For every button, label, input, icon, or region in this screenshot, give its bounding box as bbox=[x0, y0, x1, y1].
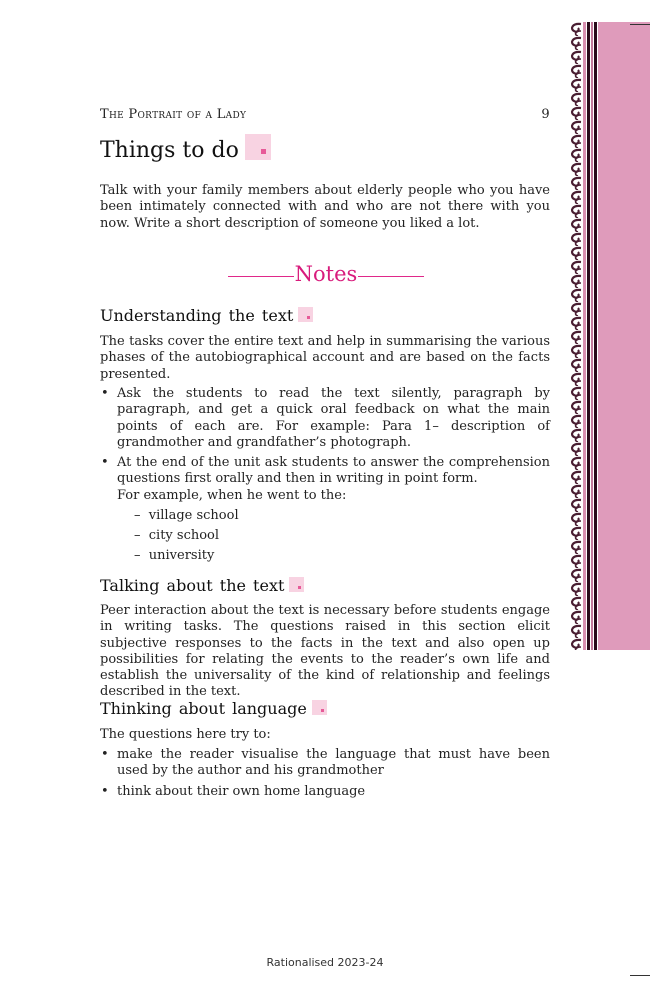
talking-heading bbox=[100, 576, 304, 595]
bullet-text: make the reader visualise the language that must have been used by the author and his grandmother bbox=[117, 747, 550, 779]
chain-pattern-icon bbox=[566, 22, 586, 650]
section-marker-icon bbox=[312, 700, 327, 715]
list-item: – city school bbox=[134, 528, 220, 544]
section-marker-icon bbox=[289, 577, 304, 592]
crop-mark bbox=[630, 24, 650, 25]
notes-title: Notes bbox=[294, 262, 358, 286]
things-to-do-text: Talk with your family members about elderly people who you have been intimately connected with and who are not there with you now. Write a short description of someone you liked a lot. bbox=[100, 183, 550, 231]
notes-heading bbox=[226, 262, 426, 290]
dash-item-text: city school bbox=[148, 528, 220, 544]
page-number: 9 bbox=[541, 107, 550, 122]
things-to-do-heading bbox=[100, 138, 271, 164]
understanding-bullets bbox=[100, 386, 550, 568]
bullet-text: think about their own home language bbox=[117, 783, 366, 799]
understanding-heading bbox=[100, 306, 313, 325]
language-title: Thinking about language bbox=[100, 699, 307, 718]
dash-item-text: university bbox=[148, 548, 215, 564]
list-item: – village school bbox=[134, 508, 239, 524]
dash-list bbox=[117, 508, 550, 564]
list-item: – university bbox=[134, 548, 215, 564]
bullet-text: Ask the students to read the text silently, paragraph by paragraph, and get a quick oral feedback on what the main points of each are. For example: Para 1– description of grandmother and grandfather’s photograph. bbox=[117, 386, 550, 450]
bullet-icon: • bbox=[101, 455, 109, 471]
list-item bbox=[100, 747, 550, 780]
understanding-title: Understanding the text bbox=[100, 306, 294, 325]
things-to-do-title: Things to do bbox=[100, 138, 239, 163]
bullet-icon: • bbox=[101, 386, 109, 401]
border-rules bbox=[586, 22, 598, 650]
border-pink-band bbox=[598, 22, 650, 650]
bullet-icon: • bbox=[101, 783, 109, 799]
bullet-icon: • bbox=[101, 747, 109, 762]
language-bullets bbox=[100, 747, 550, 804]
language-heading bbox=[100, 699, 327, 718]
crop-mark bbox=[630, 975, 650, 976]
section-marker-icon bbox=[245, 134, 271, 160]
language-intro: The questions here try to: bbox=[100, 727, 271, 742]
running-head bbox=[100, 107, 550, 125]
talking-text: Peer interaction about the text is necessary before students engage in writing tasks. The questions raised in this section elicit subjective responses to the facts in the text and also open up possibilities for relating the events to the reader’s own life and establish the universality of the kind of relationship and feelings described in the text. bbox=[100, 603, 550, 700]
understanding-intro: The tasks cover the entire text and help in summarising the various phases of the autobiographical account and are based on the facts presented. bbox=[100, 334, 550, 382]
footer-rationalised: Rationalised 2023-24 bbox=[266, 956, 384, 969]
running-head-title: The Portrait of a Lady bbox=[100, 107, 247, 122]
bullet-text: At the end of the unit ask students to answer the comprehension questions first orally and then in writing in point form. bbox=[117, 455, 550, 487]
talking-title: Talking about the text bbox=[100, 576, 285, 595]
decorative-border bbox=[566, 22, 650, 650]
list-item bbox=[100, 386, 550, 451]
dash-item-text: village school bbox=[148, 508, 239, 524]
list-item bbox=[100, 455, 550, 564]
list-item bbox=[100, 784, 550, 800]
example-intro: For example, when he went to the: bbox=[117, 487, 347, 503]
section-marker-icon bbox=[298, 307, 313, 322]
notes-rule-right bbox=[358, 276, 424, 277]
